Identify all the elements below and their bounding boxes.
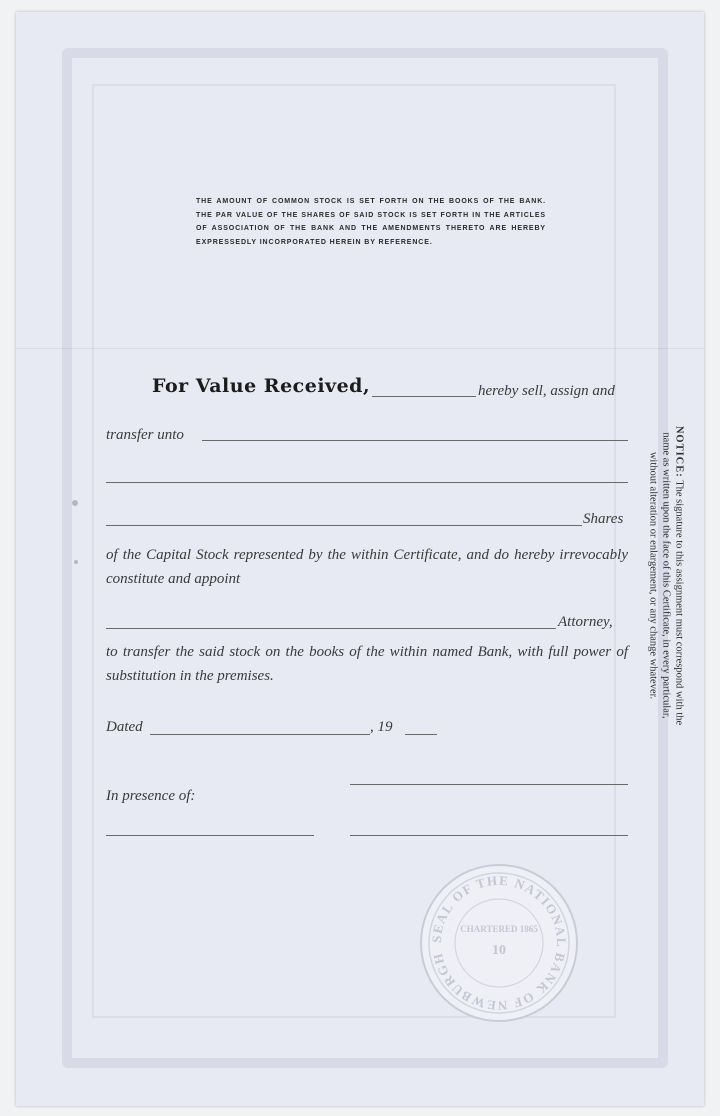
in-presence-of-label: In presence of: [106, 788, 196, 804]
capital-stock-paragraph: of the Capital Stock represented by the within Certificate, and do hereby irrevocably constitute and appoint [106, 547, 628, 587]
transfer-unto-label: transfer unto [106, 427, 184, 443]
shares-label: Shares [583, 511, 624, 527]
for-value-received-heading: For Value Received, [152, 375, 371, 397]
fold-crease [16, 348, 704, 349]
year-prefix: , 19 [370, 719, 393, 735]
side-notice-text: The signature to this assignment must correspond with the name as written upon the face of this Certificate, in every particular, without alteration or enlargement, or any change whatever. [647, 432, 685, 726]
embossed-seal [418, 862, 580, 1024]
attorney-label: Attorney, [558, 614, 613, 630]
attorney-line [106, 628, 556, 629]
transferee-line-2 [106, 482, 628, 483]
dated-label: Dated [106, 719, 143, 735]
punch-mark [74, 560, 78, 564]
date-line [150, 734, 370, 735]
signature-line-2 [350, 835, 628, 836]
side-notice-heading: NOTICE: [673, 425, 685, 478]
signature-line [350, 784, 628, 785]
side-notice [647, 426, 686, 726]
punch-mark [72, 500, 78, 506]
transfer-stock-paragraph: to transfer the said stock on the books of the within named Bank, with full power of substitution in the premises. [106, 644, 628, 684]
sell-assign-text: hereby sell, assign and [478, 383, 615, 399]
witness-line [106, 835, 314, 836]
seal-inner-text: CHARTERED 1865 [460, 924, 538, 934]
seller-name-line [372, 396, 476, 397]
seal-outer-text: SEAL OF THE NATIONAL BANK OF NEWBURGH [428, 872, 570, 1014]
transferee-line-1 [202, 440, 628, 441]
shares-line [106, 525, 582, 526]
stock-notice-block: THE AMOUNT OF COMMON STOCK IS SET FORTH ON THE BOOKS OF THE BANK. THE PAR VALUE OF THE SHARES OF SAID STOCK IS SET FORTH IN THE ARTICLES OF ASSOCIATION OF THE BANK AND THE AMENDMENTS THERETO ARE HEREBY EXPRESSEDLY INCORPORATED HEREIN BY REFERENCE. [196, 198, 546, 246]
year-line [405, 734, 437, 735]
seal-center-text: 10 [492, 943, 506, 958]
